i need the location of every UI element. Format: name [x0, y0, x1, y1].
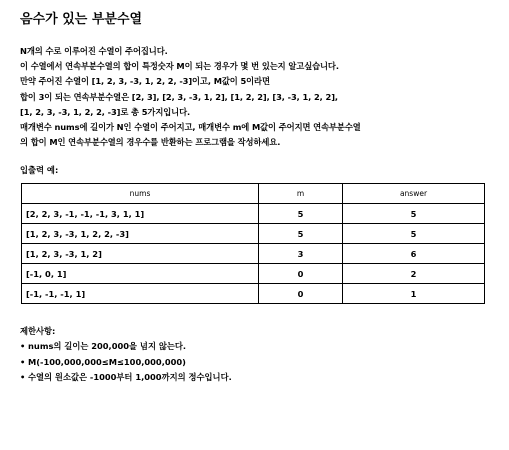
list-item: [20, 370, 493, 385]
bullet-icon: •: [20, 341, 26, 352]
cell-m: 5: [259, 224, 343, 244]
description-line: 이 수열에서 연속부분수열의 합이 특정숫자 M이 되는 경우가 몇 번 있는지 알고싶습니다.: [20, 61, 339, 72]
examples-table: [21, 183, 485, 304]
constraints-label: 제한사항:: [20, 326, 56, 337]
constraint-text: M(-100,000,000≤M≤100,000,000): [28, 356, 186, 367]
cell-answer: 5: [343, 204, 485, 224]
table-row: [22, 204, 485, 224]
description-line: [1, 2, 3, -3, 1, 2, 2, -3]로 총 5가지입니다.: [20, 106, 191, 117]
cell-answer: 5: [343, 224, 485, 244]
cell-nums: [-1, 0, 1]: [22, 264, 259, 284]
header-answer: answer: [343, 184, 485, 204]
cell-answer: 6: [343, 244, 485, 264]
cell-m: 0: [259, 264, 343, 284]
cell-nums: [1, 2, 3, -3, 1, 2, 2, -3]: [22, 224, 259, 244]
table-row: [22, 244, 485, 264]
cell-nums: [-1, -1, -1, 1]: [22, 284, 259, 304]
table-row: [22, 264, 485, 284]
cell-m: 0: [259, 284, 343, 304]
constraint-text: nums의 길이는 200,000을 넘지 않는다.: [28, 341, 187, 352]
problem-description: [20, 44, 493, 150]
bullet-icon: •: [20, 371, 26, 382]
header-m: m: [259, 184, 343, 204]
description-line: 만약 주어진 수열이 [1, 2, 3, -3, 1, 2, 2, -3]이고, M값이 5이라면: [20, 76, 270, 87]
list-item: [20, 355, 493, 370]
table-row: [22, 224, 485, 244]
list-item: [20, 339, 493, 354]
cell-nums: [1, 2, 3, -3, 1, 2]: [22, 244, 259, 264]
constraint-text: 수열의 원소값은 -1000부터 1,000까지의 정수입니다.: [28, 371, 232, 382]
examples-label: 입출력 예:: [20, 165, 59, 176]
cell-m: 5: [259, 204, 343, 224]
description-line: 합이 3이 되는 연속부분수열은 [2, 3], [2, 3, -3, 1, 2], [1, 2, 2], [3, -3, 1, 2, 2],: [20, 91, 338, 102]
description-line: 매개변수 nums에 길이가 N인 수열이 주어지고, 매개변수 m에 M값이 주어지면 연속부분수열: [20, 122, 361, 133]
table-header-row: [22, 184, 485, 204]
cell-answer: 2: [343, 264, 485, 284]
cell-nums: [2, 2, 3, -1, -1, -1, 3, 1, 1]: [22, 204, 259, 224]
bullet-icon: •: [20, 356, 26, 367]
header-nums: nums: [22, 184, 259, 204]
cell-answer: 1: [343, 284, 485, 304]
problem-title: 음수가 있는 부분수열: [20, 12, 143, 27]
description-line: 의 합이 M인 연속부분수열의 경우수를 반환하는 프로그램을 작성하세요.: [20, 137, 281, 148]
constraints-list: [20, 339, 493, 385]
table-row: [22, 284, 485, 304]
description-line: N개의 수로 이루어진 수열이 주어집니다.: [20, 46, 168, 56]
cell-m: 3: [259, 244, 343, 264]
